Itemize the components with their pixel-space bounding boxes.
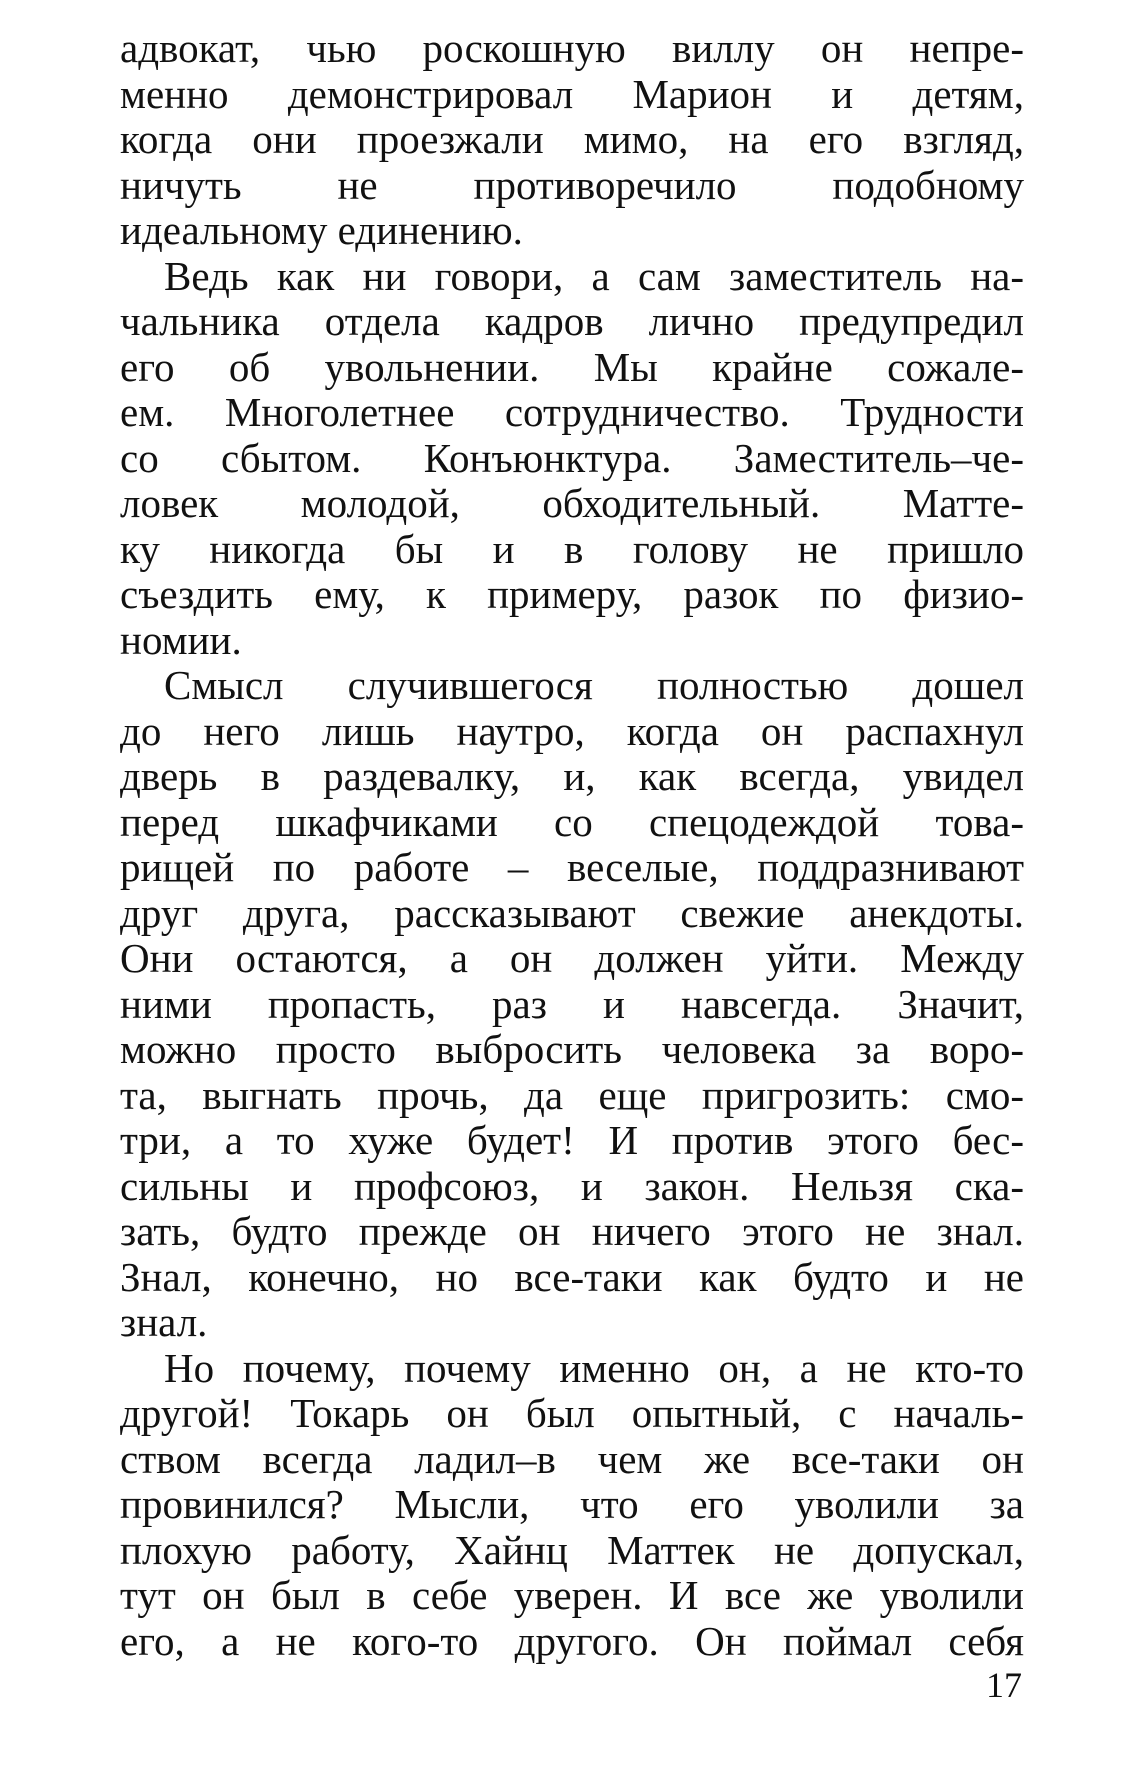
text-line: Знал, конечно, но все-таки как будто и не <box>120 1253 1024 1300</box>
text-line: когда они проезжали мимо, на его взгляд, <box>120 116 1024 162</box>
text-line: ку никогда бы и в голову не пришло <box>120 525 1024 572</box>
text-line: чальника отдела кадров лично предупредил <box>120 298 1024 344</box>
text-line: ничуть не противоречило подобному <box>120 161 1024 208</box>
text-line: перед шкафчиками со спецодеждой това- <box>120 798 1024 845</box>
text-line: тут он был в себе уверен. И все же уволили <box>120 1572 1024 1618</box>
text-line: три, а то хуже будет! И против этого бес- <box>120 1117 1024 1163</box>
page-number: 17 <box>986 1665 1022 1705</box>
text-line: провинился? Мысли, что его уволили за <box>120 1481 1024 1527</box>
text-line: Они остаются, а он должен уйти. Между <box>120 935 1024 981</box>
text-line: со сбытом. Конъюнктура. Заместитель–че- <box>120 434 1024 481</box>
text-line: можно просто выбросить человека за воро- <box>120 1026 1024 1072</box>
text-line: ними пропасть, раз и навсегда. Значит, <box>120 980 1024 1027</box>
text-line: Ведь как ни говори, а сам заместитель на- <box>164 252 1024 299</box>
text-line: зать, будто прежде он ничего этого не знал. <box>120 1208 1024 1254</box>
text-line: ством всегда ладил–в чем же все-таки он <box>120 1435 1024 1482</box>
text-line: знал. <box>120 1299 208 1345</box>
body-text <box>120 26 1024 1664</box>
text-line: Смысл случившегося полностью дошел <box>164 662 1024 708</box>
text-line: Но почему, почему именно он, а не кто-то <box>164 1344 1024 1391</box>
text-line: до него лишь наутро, когда он распахнул <box>120 707 1024 754</box>
text-line: другой! Токарь он был опытный, с началь- <box>120 1390 1024 1436</box>
text-line: ловек молодой, обходительный. Матте- <box>120 480 1024 526</box>
text-line: сильны и профсоюз, и закон. Нельзя ска- <box>120 1162 1024 1209</box>
text-line: та, выгнать прочь, да еще пригрозить: смо- <box>120 1071 1024 1118</box>
text-line: адвокат, чью роскошную виллу он непре- <box>120 25 1024 71</box>
text-line: номии. <box>120 616 242 663</box>
text-line: съездить ему, к примеру, разок по физио- <box>120 571 1024 617</box>
text-line: его об увольнении. Мы крайне сожале- <box>120 343 1024 390</box>
text-line: плохую работу, Хайнц Маттек не допускал, <box>120 1526 1024 1573</box>
text-line: его, а не кого-то другого. Он поймал себя <box>120 1617 1024 1664</box>
text-line: дверь в раздевалку, и, как всегда, увидел <box>120 753 1024 799</box>
text-line: менно демонстрировал Марион и детям, <box>120 70 1024 117</box>
text-line: друг друга, рассказывают свежие анекдоты. <box>120 889 1024 936</box>
text-line: рищей по работе – веселые, поддразнивают <box>120 844 1024 890</box>
text-line: ем. Многолетнее сотрудничество. Трудности <box>120 389 1024 435</box>
text-line: идеальному единению. <box>120 207 523 253</box>
